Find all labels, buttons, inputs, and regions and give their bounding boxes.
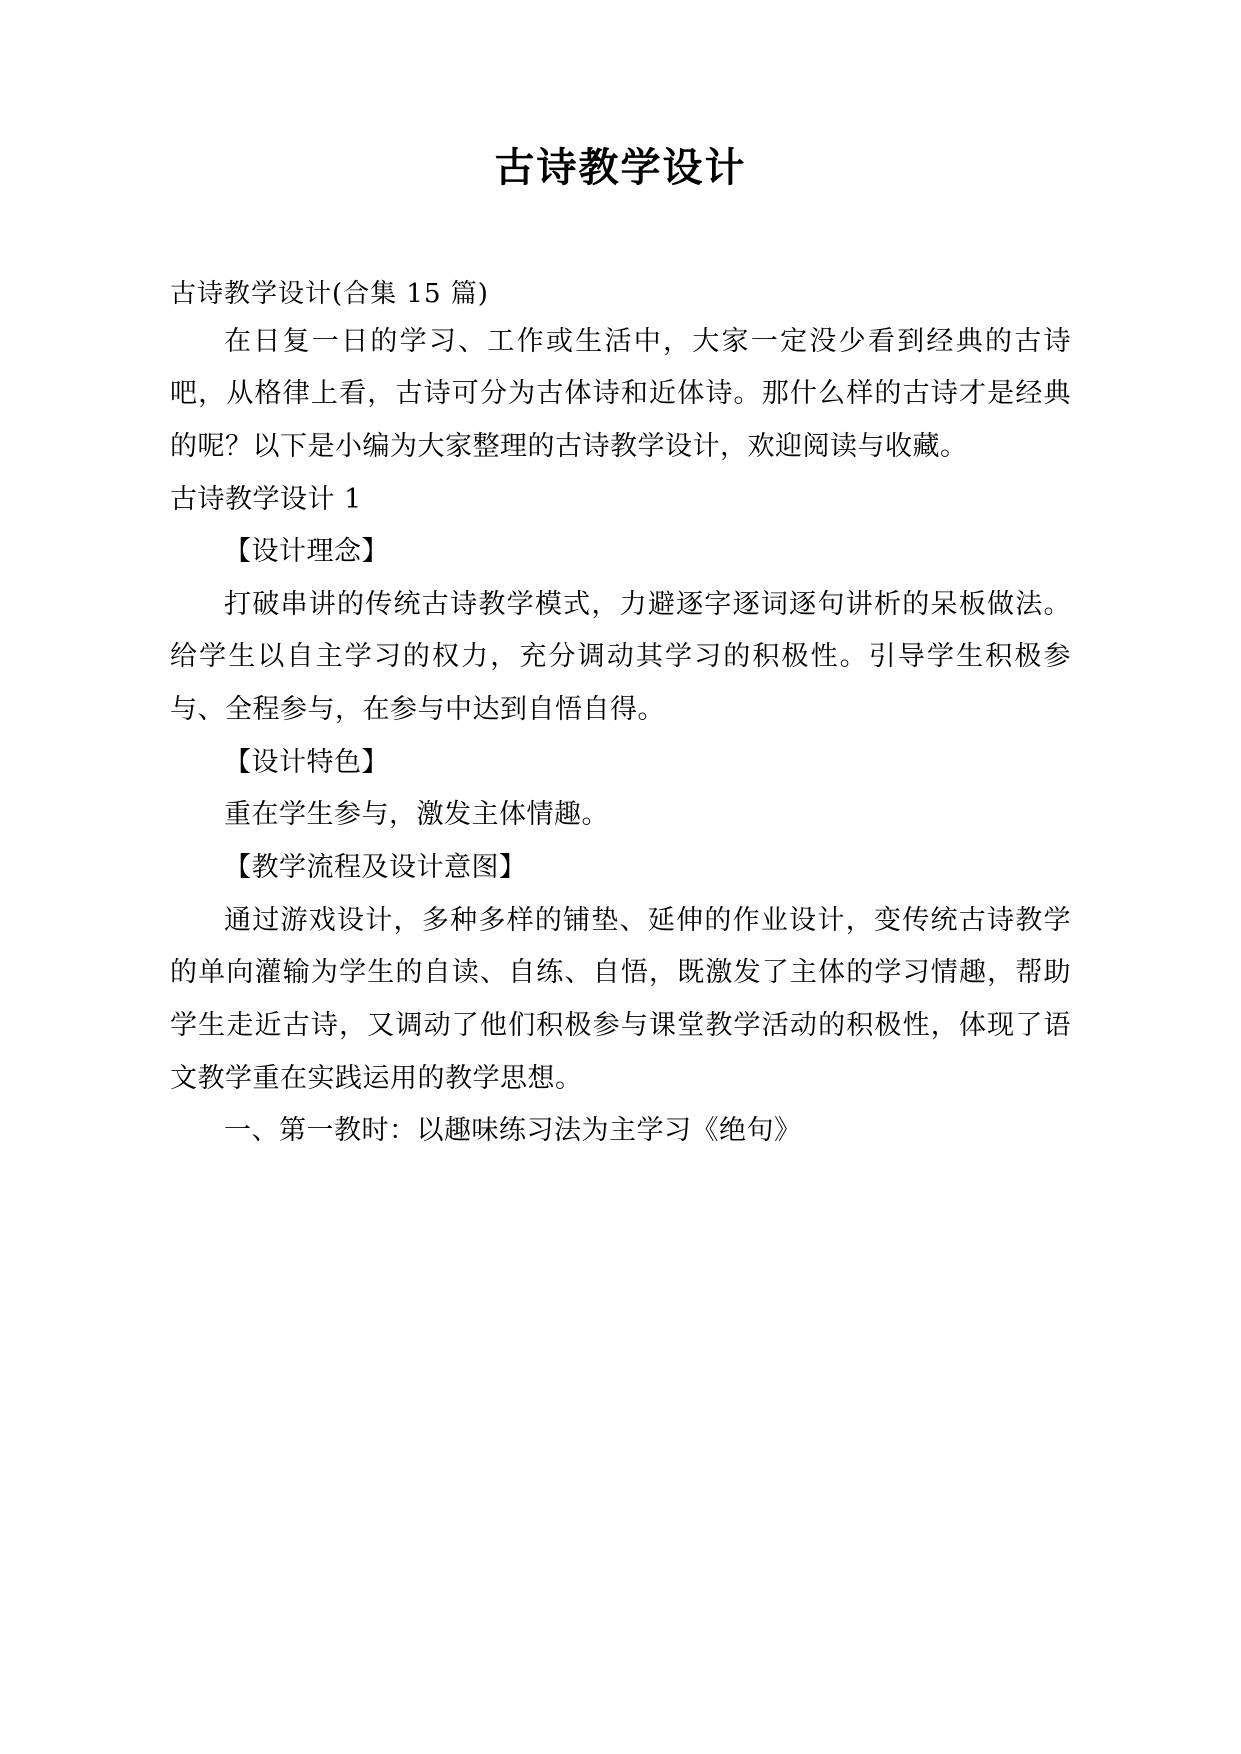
section-paragraph: 重在学生参与，激发主体情趣。 [224, 799, 609, 831]
page-title: 古诗教学设计 [494, 144, 747, 191]
section-label: 【设计理念】 [224, 536, 389, 568]
section-heading: 古诗教学设计 1 [170, 483, 362, 515]
section-label: 【设计特色】 [224, 746, 389, 778]
section-paragraph: 打破串讲的传统古诗教学模式，力避逐字逐词逐句讲析的呆板做法。给学生以自主学习的权力，充分调动其学习的积极性。引导学生积极参与、全程参与，在参与中达到自悟自得。 [170, 588, 1071, 726]
section-label: 【教学流程及设计意图】 [224, 852, 527, 883]
section-list-item: 一、第一教时：以趣味练习法为主学习《绝句》 [224, 1115, 802, 1147]
document-subtitle: 古诗教学设计(合集 15 篇) [170, 279, 489, 309]
section-paragraph: 通过游戏设计，多种多样的铺垫、延伸的作业设计，变传统古诗教学的单向灌输为学生的自读、自练、自悟，既激发了主体的学习情趣，帮助学生走近古诗，又调动了他们积极参与课堂教学活动的积极性，体现了语文教学重在实践运用的教学思想。 [170, 904, 1071, 1094]
intro-paragraph: 在日复一日的学习、工作或生活中，大家一定没少看到经典的古诗吧，从格律上看，古诗可分为古体诗和近体诗。那什么样的古诗才是经典的呢？以下是小编为大家整理的古诗教学设计，欢迎阅读与收藏。 [170, 325, 1071, 462]
